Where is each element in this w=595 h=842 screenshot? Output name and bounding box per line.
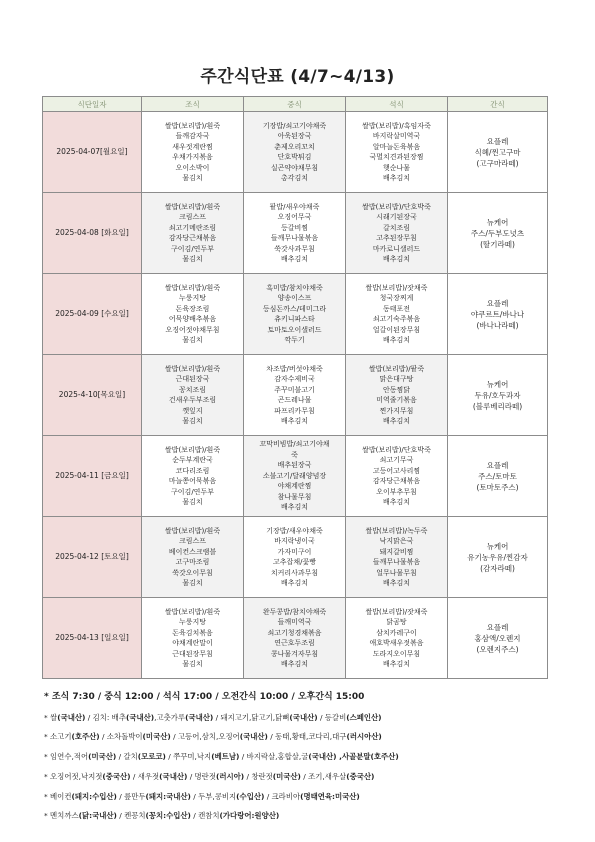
origin-country: (국내산) [239, 732, 268, 742]
origin-item: / 소차돌박이 [99, 732, 143, 742]
origin-country: (돼지:수입산) [71, 791, 117, 801]
breakfast-cell: 쌀밥(보리밥)/흰죽 들깨감자국 새우젓계란찜 우채가지볶음 오이소박이 물김치 [142, 112, 244, 193]
table-row [43, 517, 548, 598]
origin-item: / 갈치 [116, 752, 138, 762]
page-title: 주간식단표 (4/7~4/13) [200, 67, 395, 87]
origin-item: / 창란젓 [244, 771, 273, 781]
origin-country: (중국산) [102, 771, 131, 781]
dinner-cell: 쌀밥(보리밥)/단호박죽 쇠고기무국 고등어고사리찜 감자당근채볶음 오이부추무침 배추김치 [346, 436, 448, 517]
origin-country: (중국산) [346, 771, 375, 781]
origin-item: / 크라비아 [264, 791, 301, 801]
breakfast-cell: 쌀밥(보리밥)/흰죽 누룽지탕 돈육장조림 어묵양배추볶음 오징어젓야채무침 물김치 [142, 274, 244, 355]
origin-country: (미국산) [142, 732, 171, 742]
lunch-cell: 기장밥/새우야채죽 바지락냉이국 가자미구이 고추잡채/꽃빵 치커리사과무침 배추김치 [244, 517, 346, 598]
origin-line [44, 767, 554, 787]
snack-cell: 요플레 홍삼액/오렌지 (오렌지주스) [448, 598, 548, 679]
origin-country: (국내산) [185, 712, 214, 722]
origin-item: / 김치: 배추 [85, 712, 126, 722]
origin-country: (스페인산) [346, 712, 382, 722]
table-row [43, 274, 548, 355]
dinner-cell: 쌀밥(보리밥)/단호박죽 시래기된장국 갈치조림 고추된장무침 마카로니샐러드 배추김치 [346, 193, 448, 274]
origin-country: (호주산) [71, 732, 100, 742]
origin-country: (돼지:국내산) [145, 791, 191, 801]
table-row [43, 436, 548, 517]
snack-cell: 요플레 야쿠르트/바나나 (바나나라떼) [448, 274, 548, 355]
dinner-cell: 쌀밥(보리밥)/잣채죽 닭곰탕 삼치카레구이 애호박새우젓볶음 도라지오이무침 배추김치 [346, 598, 448, 679]
dinner-cell: 쌀밥(보리밥)/잣채죽 청국장찌게 동태포전 쇠고기숙주볶음 얼갈이된장무침 배추김치 [346, 274, 448, 355]
origin-country: (러시아산) [346, 732, 382, 742]
lunch-cell: 흑미밥/참치야채죽 양송이스프 등심돈까스/데미그라 츄키니파스타 토마토오이샐러드 깍두기 [244, 274, 346, 355]
date-cell: 2025-04-12 [토요일] [43, 517, 142, 598]
date-cell: 2025-4-10[목요일] [43, 355, 142, 436]
breakfast-cell: 쌀밥(보리밥)/흰죽 근대된장국 꽁치조림 건새우두부조림 깻잎지 물김치 [142, 355, 244, 436]
origin-country: (가다랑어:원양산) [219, 811, 280, 821]
snack-cell: 뉴케어 주스/두부도넛츠 (딸기라떼) [448, 193, 548, 274]
origin-country: (수입산) [236, 791, 265, 801]
date-cell: 2025-04-13 [일요일] [43, 598, 142, 679]
origin-country: (미국산) [272, 771, 301, 781]
origin-item: * 멘치까스 [44, 811, 79, 821]
origin-item: / 명란젓 [187, 771, 216, 781]
header-breakfast: 조식 [142, 97, 244, 112]
origin-country: (국내산) [308, 752, 337, 762]
breakfast-cell: 쌀밥(보리밥)/흰죽 크림스프 베이컨스크램블 고구마조림 쑥갓오이무침 물김치 [142, 517, 244, 598]
table-row [43, 193, 548, 274]
table-row [43, 112, 548, 193]
origin-line [44, 806, 554, 826]
breakfast-cell: 쌀밥(보리밥)/흰죽 순두부계란국 코다리조림 마늘쫑어묵볶음 구이김/연두부 물김치 [142, 436, 244, 517]
origin-item: / 등갈비 [317, 712, 347, 722]
origin-country: (국내산) [289, 712, 318, 722]
origin-item: / 새우젓 [130, 771, 160, 781]
origin-line [44, 727, 554, 747]
menu-table [42, 96, 548, 679]
snack-cell: 뉴케어 두유/호두과자 (블루베리라떼) [448, 355, 548, 436]
lunch-cell: 완두콩밥/참치야채죽 들깨미역국 쇠고기청경채볶음 연근호두조림 콩나물겨자무침 배추김치 [244, 598, 346, 679]
snack-cell: 요플레 식혜/찐고구마 (고구마라떼) [448, 112, 548, 193]
origin-item: / 캔참치 [190, 811, 220, 821]
origin-country: (국내산) [159, 771, 188, 781]
date-cell: 2025-04-07[월요일] [43, 112, 142, 193]
meal-times: * 조식 7:30 / 중식 12:00 / 석식 17:00 / 오전간식 10:00 / 오후간식 15:00 [44, 692, 365, 702]
origin-line [44, 787, 554, 807]
origin-country: (모로코) [137, 752, 166, 762]
origin-country: (명태연육:미국산) [300, 791, 360, 801]
origin-item: / 바지락살,홍합살,굴 [239, 752, 309, 762]
header-snack: 간식 [448, 97, 548, 112]
origin-item: / 쭈꾸미,낙지 [165, 752, 212, 762]
origin-item: ,고춧가루 [154, 712, 186, 722]
dinner-cell: 쌀밥(보리밥)/팥죽 맑은대구탕 안동찜닭 미역줄기볶음 찐가지무침 배추김치 [346, 355, 448, 436]
origin-item: / 두부,콩비지 [190, 791, 237, 801]
origin-item: * 임연수,적어 [44, 752, 89, 762]
date-cell: 2025-04-09 [수요일] [43, 274, 142, 355]
header-row [43, 97, 548, 112]
origin-item: * 오징어젓,낙지젓 [44, 771, 103, 781]
table-row [43, 355, 548, 436]
breakfast-cell: 쌀밥(보리밥)/흰죽 크림스프 쇠고기메란조림 감자당근채볶음 구이김/연두부 물김치 [142, 193, 244, 274]
date-cell: 2025-04-08 [화요일] [43, 193, 142, 274]
snack-cell: 요플레 주스/토마토 (토마토주스) [448, 436, 548, 517]
origin-country: (국내산) [57, 712, 86, 722]
origin-item: / 동태,황태,코다리,대구 [267, 732, 347, 742]
lunch-cell: 기장밥/쇠고기야채죽 아욱된장국 춘제오리꼬치 단호박튀김 실곤약야채무침 총각김치 [244, 112, 346, 193]
origin-list [44, 708, 554, 826]
origin-line [44, 747, 554, 767]
origin-country: (국내산) [125, 712, 155, 722]
origin-country: (꽁치:수입산) [145, 811, 191, 821]
header-date: 식단일자 [43, 97, 142, 112]
origin-country: ,사골분말(호주산) [336, 752, 399, 762]
lunch-cell: 꼬막비빔밥/쇠고기야채 죽 배추된장국 소불고기/달래양념장 야채계란찜 참나물무침 배추김치 [244, 436, 346, 517]
dinner-cell: 쌀밥(보리밥)/흑임자죽 바지락살미역국 알마늘돈육볶음 국멸치견과된장찜 햇순나물 배추김치 [346, 112, 448, 193]
origin-item: / 돼지고기,닭고기,닭뼈 [213, 712, 290, 722]
lunch-cell: 팥밥/새우야채죽 오징어무국 등갈비찜 들깨무나물볶음 쑥갓사과무침 배추김치 [244, 193, 346, 274]
lunch-cell: 차조밥/버섯야채죽 감자수제비국 주꾸미불고기 곤드레나물 파프리카무침 배추김치 [244, 355, 346, 436]
origin-item: / 조기,새우살 [300, 771, 347, 781]
origin-item: / 릎만두 [116, 791, 146, 801]
breakfast-cell: 쌀밥(보리밥)/흰죽 누룽지탕 돈육김치볶음 야채계란말이 근대된장무침 물김치 [142, 598, 244, 679]
origin-item: * 쌀 [44, 712, 58, 722]
dinner-cell: 쌀밥(보리밥)/녹두죽 낙지맑은국 돼지갈비찜 들깨무나물볶음 얼무나물무침 배추김치 [346, 517, 448, 598]
origin-item: * 소고기 [44, 732, 72, 742]
origin-line [44, 708, 554, 728]
date-cell: 2025-04-11 [금요일] [43, 436, 142, 517]
header-lunch: 중식 [244, 97, 346, 112]
origin-item: * 베이컨 [44, 791, 72, 801]
origin-item: / 켄꽁치 [116, 811, 146, 821]
origin-country: (러시아) [215, 771, 245, 781]
notes-section [44, 688, 554, 826]
origin-country: (미국산) [88, 752, 117, 762]
origin-country: (베트남) [211, 752, 240, 762]
table-row [43, 598, 548, 679]
origin-country: (닭:국내산) [78, 811, 117, 821]
origin-item: / 고등어,삼치,오징어 [170, 732, 240, 742]
snack-cell: 뉴케어 유기농우유/찐감자 (감자라떼) [448, 517, 548, 598]
header-dinner: 석식 [346, 97, 448, 112]
